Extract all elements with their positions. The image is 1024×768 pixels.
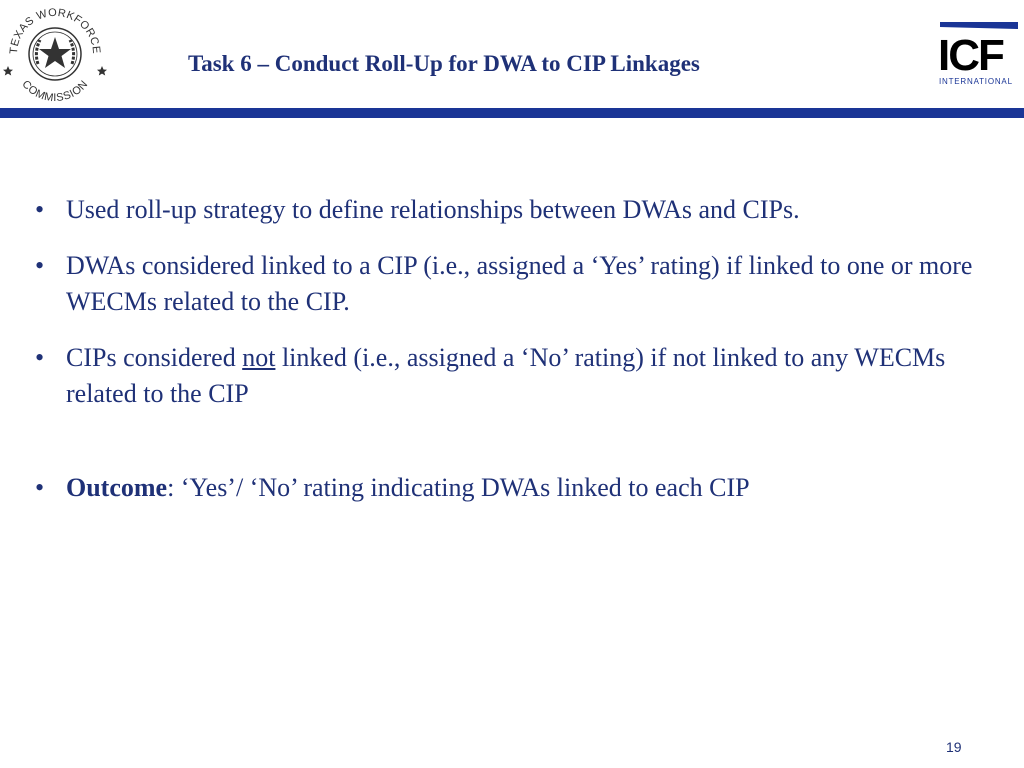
svg-text:INTERNATIONAL: INTERNATIONAL: [939, 77, 1013, 86]
bullet-list: [35, 192, 995, 506]
bullet-marker: •: [35, 343, 45, 372]
header-divider: [0, 108, 1024, 118]
bullet-text: DWAs considered linked to a CIP (i.e., assigned a ‘Yes’ rating) if linked to one or more WECMs related to the CIP.: [66, 251, 973, 316]
bullet-text: Used roll-up strategy to define relationships between DWAs and CIPs.: [66, 195, 800, 224]
bullet-marker: •: [35, 195, 45, 224]
texas-workforce-commission-seal-icon: [0, 2, 110, 102]
svg-text:COMMISSION: COMMISSION: [19, 78, 91, 102]
page-title: Task 6 – Conduct Roll-Up for DWA to CIP Linkages: [188, 51, 700, 76]
emphasized-word: not: [242, 343, 276, 372]
bullet-marker: •: [35, 251, 45, 280]
list-item: [35, 470, 995, 506]
bullet-text: : ‘Yes’/ ‘No’ rating indicating DWAs linked to each CIP: [167, 473, 750, 502]
bullet-marker: •: [35, 473, 45, 502]
list-item: [35, 248, 995, 320]
svg-text:TEXAS WORKFORCE: TEXAS WORKFORCE: [7, 6, 103, 55]
outcome-label: Outcome: [66, 473, 168, 502]
svg-text:ICF: ICF: [938, 31, 1003, 80]
bullet-text-after: linked (i.e., assigned a ‘No’ rating) if not linked to any WECMs related to the CIP: [66, 343, 946, 408]
page-number: 19: [946, 739, 962, 755]
list-item: [35, 192, 995, 228]
list-item: [35, 340, 995, 412]
icf-international-logo-icon: [936, 18, 1020, 88]
bullet-text-before: CIPs considered: [66, 343, 243, 372]
